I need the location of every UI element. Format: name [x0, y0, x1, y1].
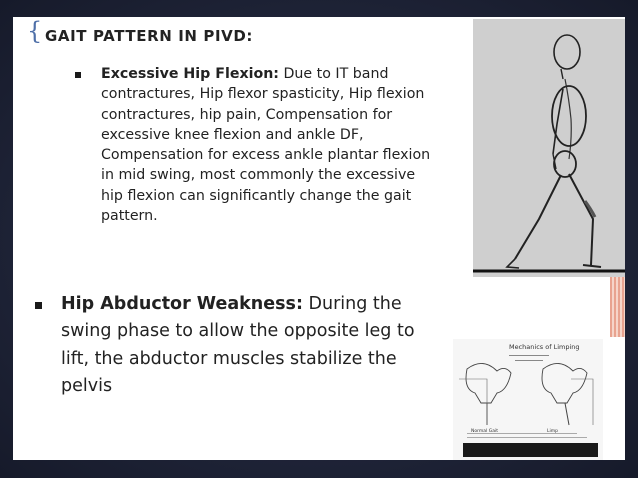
bullet-lead: Excessive Hip Flexion:: [101, 66, 279, 82]
bullet-hip-abductor: [35, 291, 435, 400]
limping-diagram: [453, 339, 603, 460]
skeleton-illustration: [473, 19, 625, 277]
figure-caption-limp: Limp: [547, 429, 558, 434]
mechanics-of-limping-figure: [453, 339, 603, 460]
decorative-stripe: [610, 277, 625, 337]
bullet-square-icon: [35, 302, 42, 309]
bullet-body: Due to IT band contractures, Hip flexor spasticity, Hip flexion contractures, hip pain, Compensation for excessive knee flexion and ankle DF, Compensation for excess ankle plantar flexion in mid swing, most commonly the excessive hip flexion can significantly change the gait pattern.: [101, 66, 431, 225]
figure-caption-normal: Normal Gait: [471, 429, 498, 434]
slide: [13, 17, 625, 460]
slide-title: GAIT PATTERN IN PIVD:: [45, 27, 253, 45]
left-brace-icon: {: [27, 17, 43, 45]
figure-title: Mechanics of Limping: [509, 343, 580, 351]
bullet-lead: Hip Abductor Weakness:: [61, 294, 303, 314]
bullet-square-icon: [75, 72, 81, 78]
bullet-body: During the swing phase to allow the opposite leg to lift, the abductor muscles stabilize the pelvis: [61, 294, 415, 396]
gait-skeleton-figure: [473, 19, 625, 277]
bullet-hip-flexion: [75, 64, 435, 226]
